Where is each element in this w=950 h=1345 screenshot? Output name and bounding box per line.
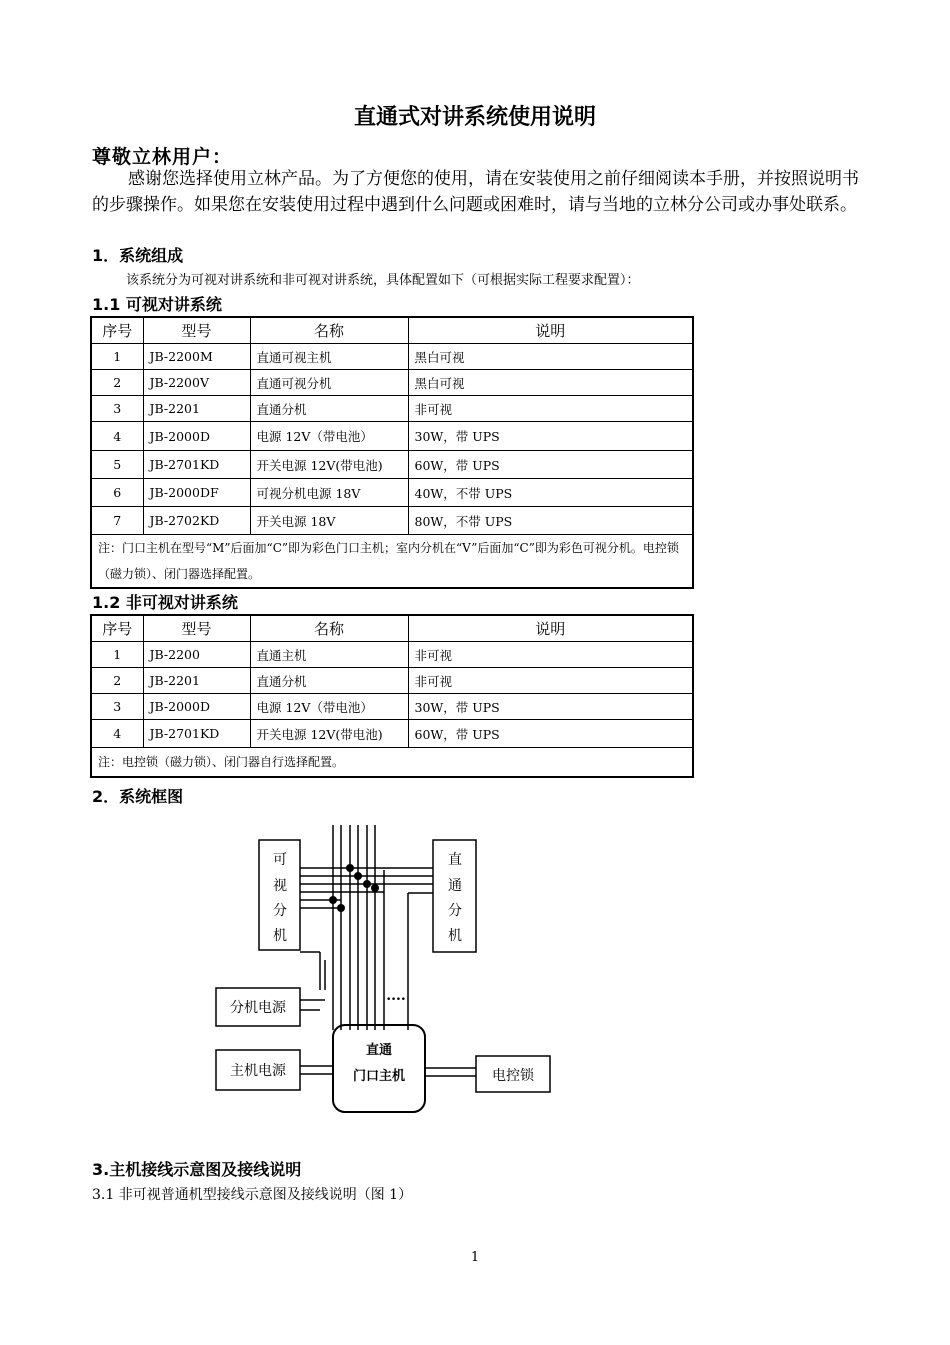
table-cell: JB-2201 bbox=[143, 668, 250, 694]
table-cell: 非可视 bbox=[408, 668, 693, 694]
door-unit-label-1: 直通 bbox=[365, 1043, 393, 1058]
table-cell: 4 bbox=[91, 422, 143, 451]
table-cell: JB-2200 bbox=[143, 642, 250, 668]
table-note: 注：电控锁（磁力锁）、闭门器自行选择配置。 bbox=[91, 748, 693, 777]
visual-extension-label-3: 分 bbox=[273, 903, 287, 919]
table-cell: 3 bbox=[91, 694, 143, 720]
table-header-cell: 名称 bbox=[250, 615, 408, 642]
table-cell: 2 bbox=[91, 370, 143, 396]
table-cell: 开关电源 12V(带电池) bbox=[250, 720, 408, 748]
table-cell: 开关电源 18V bbox=[250, 507, 408, 535]
table-header-cell: 序号 bbox=[91, 615, 143, 642]
direct-extension-label-2: 通 bbox=[448, 878, 462, 894]
table-cell: 4 bbox=[91, 720, 143, 748]
table-cell: 可视分机电源 18V bbox=[250, 479, 408, 507]
more-lines-dots: .... bbox=[386, 988, 406, 1004]
table-header-cell: 型号 bbox=[143, 317, 250, 344]
table-cell: 开关电源 12V(带电池) bbox=[250, 451, 408, 479]
table-header-cell: 序号 bbox=[91, 317, 143, 344]
table-cell: 1 bbox=[91, 642, 143, 668]
table-cell: 60W，带 UPS bbox=[408, 451, 693, 479]
section-1-description: 该系统分为可视对讲系统和非可视对讲系统，具体配置如下（可根据实际工程要求配置）： bbox=[126, 273, 640, 288]
intro-paragraph: 感谢您选择使用立林产品。为了方便您的使用，请在安装使用之前仔细阅读本手册，并按照说明书的步骤操作。如果您在安装使用过程中遇到什么问题或困难时，请与当地的立林分公司或办事处联系。 bbox=[92, 169, 859, 215]
section-2-heading: 2．系统框图 bbox=[92, 787, 184, 806]
visual-extension-label-4: 机 bbox=[273, 928, 287, 944]
page-number: 1 bbox=[470, 1250, 480, 1265]
table-cell: 6 bbox=[91, 479, 143, 507]
table-cell: 黑白可视 bbox=[408, 344, 693, 370]
table-cell: 直通可视主机 bbox=[250, 344, 408, 370]
direct-extension-label-4: 机 bbox=[448, 928, 462, 944]
page-title: 直通式对讲系统使用说明 bbox=[353, 105, 596, 130]
section-1-1-heading: 1.1 可视对讲系统 bbox=[92, 295, 222, 314]
table-cell: JB-2701KD bbox=[143, 720, 250, 748]
table-cell: 30W，带 UPS bbox=[408, 422, 693, 451]
table-cell: JB-2702KD bbox=[143, 507, 250, 535]
table-cell: 7 bbox=[91, 507, 143, 535]
section-1-2-heading: 1.2 非可视对讲系统 bbox=[92, 593, 238, 612]
table-cell: 直通分机 bbox=[250, 396, 408, 422]
table-cell: 80W，不带 UPS bbox=[408, 507, 693, 535]
table-cell: JB-2200M bbox=[143, 344, 250, 370]
lock-label: 电控锁 bbox=[492, 1068, 534, 1084]
table-cell: 直通主机 bbox=[250, 642, 408, 668]
section-3-heading: 3.主机接线示意图及接线说明 bbox=[92, 1160, 302, 1179]
table-cell: 5 bbox=[91, 451, 143, 479]
table-header-cell: 型号 bbox=[143, 615, 250, 642]
table-header-cell: 名称 bbox=[250, 317, 408, 344]
table-note: 注：门口主机在型号“M”后面加“C”即为彩色门口主机；室内分机在“V”后面加“C”即为彩色可视分机。电控锁（磁力锁）、闭门器选择配置。 bbox=[91, 535, 693, 589]
table-cell: 2 bbox=[91, 668, 143, 694]
table-cell: 60W，带 UPS bbox=[408, 720, 693, 748]
table-cell: JB-2701KD bbox=[143, 451, 250, 479]
main-power-label: 主机电源 bbox=[230, 1063, 286, 1079]
extension-power-label: 分机电源 bbox=[230, 1000, 286, 1016]
table-cell: 非可视 bbox=[408, 642, 693, 668]
table-cell: 电源 12V（带电池） bbox=[250, 422, 408, 451]
section-3-1-subheading: 3.1 非可视普通机型接线示意图及接线说明（图 1） bbox=[92, 1187, 413, 1203]
visual-extension-label-2: 视 bbox=[273, 878, 287, 894]
table-header-cell: 说明 bbox=[408, 615, 693, 642]
table-cell: 1 bbox=[91, 344, 143, 370]
direct-extension-label-1: 直 bbox=[448, 852, 462, 868]
table-cell: 电源 12V（带电池） bbox=[250, 694, 408, 720]
table-cell: 30W，带 UPS bbox=[408, 694, 693, 720]
direct-extension-label-3: 分 bbox=[448, 903, 462, 919]
table-cell: 3 bbox=[91, 396, 143, 422]
table-cell: JB-2000DF bbox=[143, 479, 250, 507]
table-cell: 40W，不带 UPS bbox=[408, 479, 693, 507]
door-unit-label-2: 门口主机 bbox=[352, 1069, 406, 1084]
table-cell: JB-2000D bbox=[143, 422, 250, 451]
visual-extension-label-1: 可 bbox=[273, 852, 287, 868]
table-cell: JB-2000D bbox=[143, 694, 250, 720]
table-cell: 黑白可视 bbox=[408, 370, 693, 396]
table-header-cell: 说明 bbox=[408, 317, 693, 344]
table-cell: 直通分机 bbox=[250, 668, 408, 694]
table-cell: JB-2200V bbox=[143, 370, 250, 396]
table-cell: 直通可视分机 bbox=[250, 370, 408, 396]
table-cell: 非可视 bbox=[408, 396, 693, 422]
section-1-heading: 1．系统组成 bbox=[92, 246, 184, 265]
table-cell: JB-2201 bbox=[143, 396, 250, 422]
greeting: 尊敬立林用户： bbox=[92, 146, 233, 168]
